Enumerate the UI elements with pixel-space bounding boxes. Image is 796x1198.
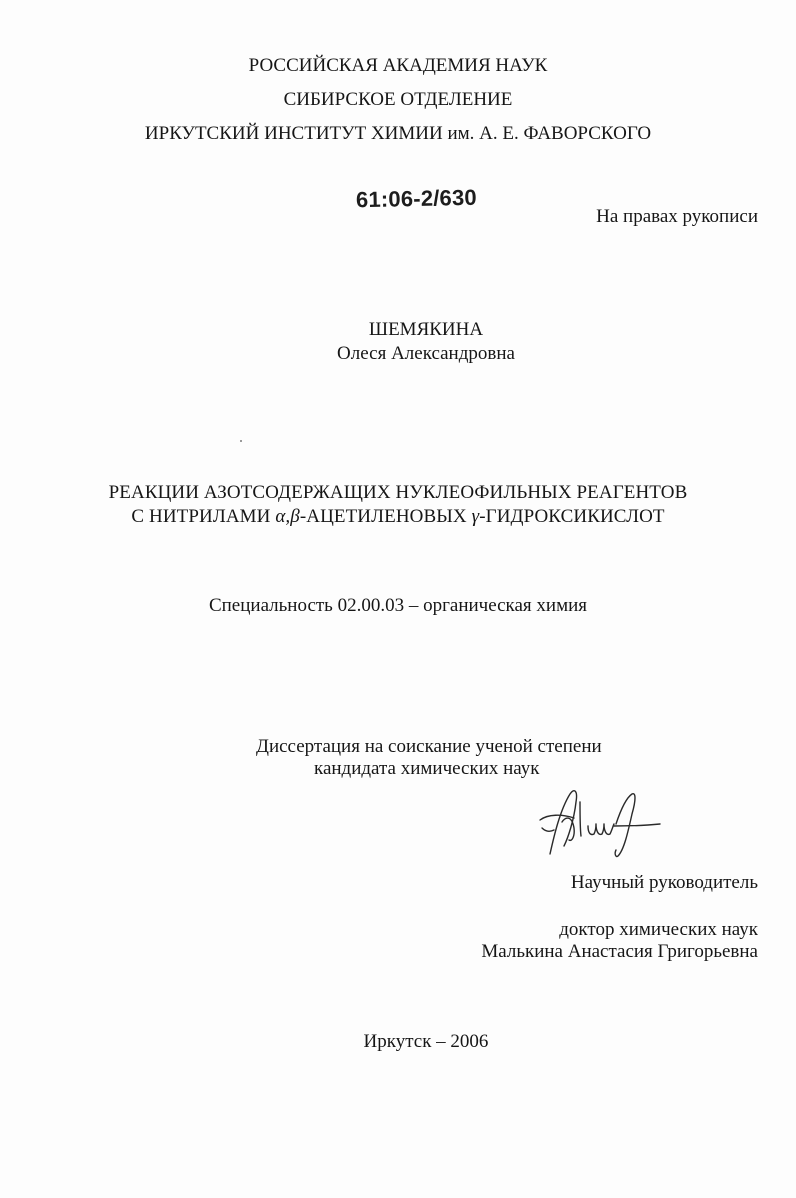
title-line-2-suffix: -ГИДРОКСИКИСЛОТ [479, 506, 665, 527]
rights-note: На правах рукописи [596, 206, 758, 227]
title-line-2 [0, 505, 796, 529]
dissertation-line-1: Диссертация на соискание ученой степени [256, 736, 602, 757]
title-line-2-middle: -АЦЕТИЛЕНОВЫХ [299, 506, 472, 527]
dissertation-line-2: кандидата химических наук [314, 758, 540, 779]
author-surname: ШЕМЯКИНА [368, 319, 484, 340]
supervisor-degree: доктор химических наук [559, 919, 758, 940]
archive-stamp: 61:06-2/630 [355, 184, 478, 213]
header-branch: СИБИРСКОЕ ОТДЕЛЕНИЕ [283, 89, 513, 110]
footer-city-year: Иркутск – 2006 [363, 1031, 489, 1052]
scan-speck [240, 440, 242, 442]
specialty: Специальность 02.00.03 – органическая химия [208, 595, 588, 616]
handwritten-signature [536, 780, 666, 864]
greek-alpha-beta: α,β [275, 506, 300, 527]
supervisor-role: Научный руководитель [570, 872, 758, 893]
header-institute: ИРКУТСКИЙ ИНСТИТУТ ХИМИИ им. А. Е. ФАВОРСКОГО [144, 123, 652, 144]
supervisor-name: Малькина Анастасия Григорьевна [481, 941, 758, 962]
greek-gamma: γ [471, 506, 480, 527]
title-line-2-prefix: С НИТРИЛАМИ [131, 506, 276, 527]
header-academy: РОССИЙСКАЯ АКАДЕМИЯ НАУК [248, 55, 548, 76]
author-given-names: Олеся Александровна [337, 343, 515, 364]
title-line-1: РЕАКЦИИ АЗОТСОДЕРЖАЩИХ НУКЛЕОФИЛЬНЫХ РЕАГЕНТОВ [108, 482, 688, 503]
